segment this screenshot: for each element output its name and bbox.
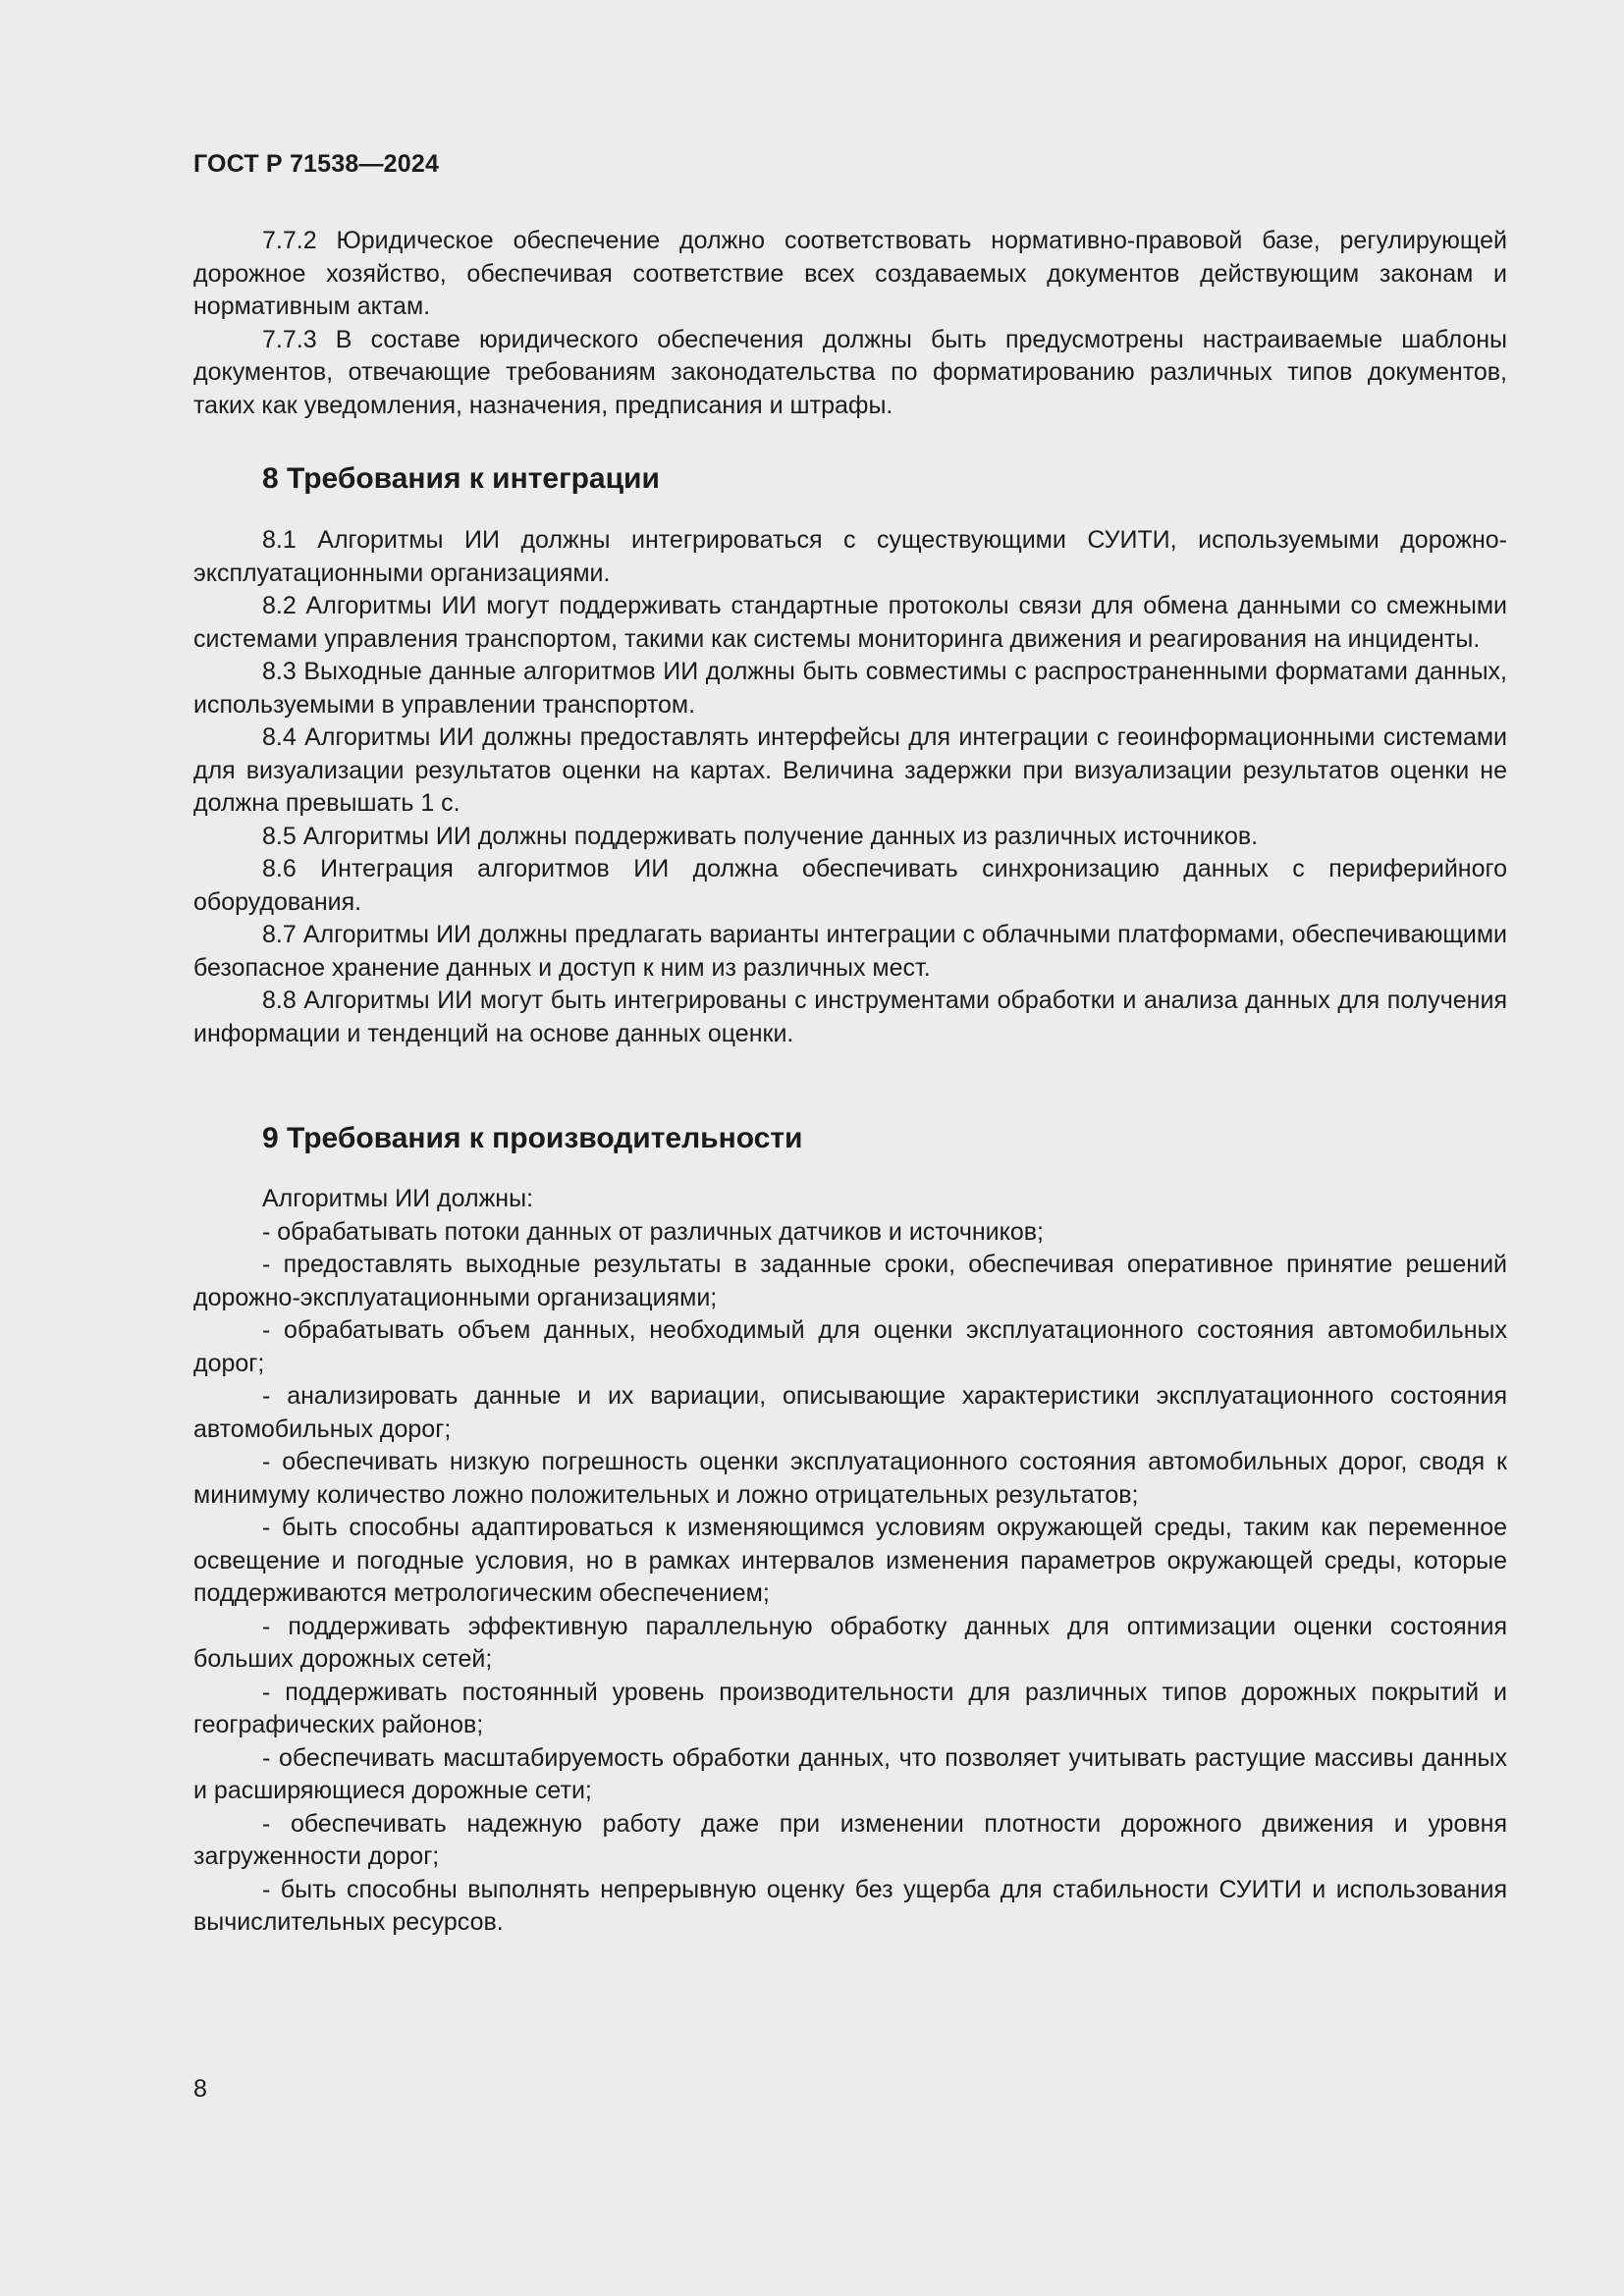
list-item: - обрабатывать потоки данных от различных датчиков и источников; xyxy=(262,1217,1044,1246)
list-item: - предоставлять выходные результаты в заданные сроки, обеспечивая оперативное принятие решений дорожно-эксплуатационными организациями; xyxy=(193,1251,1507,1311)
paragraph-8-3: 8.3 Выходные данные алгоритмов ИИ должны быть совместимы с распространенными форматами данных, используемыми в управлении транспортом. xyxy=(193,658,1507,719)
section-9-heading: 9 Требования к производительности xyxy=(262,1122,803,1154)
paragraph-8-2: 8.2 Алгоритмы ИИ могут поддерживать стандартные протоколы связи для обмена данными со смежными системами управления транспортом, такими как системы мониторинга движения и реагирования на инциденты. xyxy=(193,592,1507,653)
paragraph-7-7-3: 7.7.3 В составе юридического обеспечения должны быть предусмотрены настраиваемые шаблоны документов, отвечающие требованиям законодательства по форматированию различных типов документов, таких как уведомления, назначения, предписания и штрафы. xyxy=(193,325,1507,419)
section-9-text xyxy=(193,1183,1507,1940)
section-8-text xyxy=(193,524,1507,1050)
paragraph-8-5: 8.5 Алгоритмы ИИ должны поддерживать получение данных из различных источников. xyxy=(262,822,1259,850)
paragraph-8-8: 8.8 Алгоритмы ИИ могут быть интегрированы с инструментами обработки и анализа данных для получения информации и тенденций на основе данных оценки. xyxy=(193,987,1507,1047)
list-item: - обеспечивать надежную работу даже при изменении плотности дорожного движения и уровня загруженности дорог; xyxy=(193,1809,1507,1870)
list-item: - быть способны выполнять непрерывную оценку без ущерба для стабильности СУИТИ и использования вычислительных ресурсов. xyxy=(193,1875,1507,1936)
list-item: - поддерживать эффективную параллельную обработку данных для оптимизации оценки состояния больших дорожных сетей; xyxy=(193,1612,1507,1673)
paragraph-7-7-2: 7.7.2 Юридическое обеспечение должно соответствовать нормативно-правовой базе, регулирующей дорожное хозяйство, обеспечивая соответствие всех создаваемых документов действующим законам и нормативным актам. xyxy=(193,227,1507,320)
paragraph-8-6: 8.6 Интеграция алгоритмов ИИ должна обеспечивать синхронизацию данных с периферийного оборудования. xyxy=(193,855,1507,916)
document-code: ГОСТ Р 71538—2024 xyxy=(193,150,440,178)
section-7-text xyxy=(193,225,1507,422)
list-item: - анализировать данные и их вариации, описывающие характеристики эксплуатационного состояния автомобильных дорог; xyxy=(193,1382,1507,1443)
paragraph-8-1: 8.1 Алгоритмы ИИ должны интегрироваться с существующими СУИТИ, используемыми дорожно-эксплуатационными организациями. xyxy=(193,526,1507,587)
list-item: - быть способны адаптироваться к изменяющимся условиям окружающей среды, таким как переменное освещение и погодные условия, но в рамках интервалов изменения параметров окружающей среды, которые поддерживаются метрологическим обеспечением; xyxy=(193,1514,1507,1607)
paragraph-8-7: 8.7 Алгоритмы ИИ должны предлагать варианты интеграции с облачными платформами, обеспечивающими безопасное хранение данных и доступ к ним из различных мест. xyxy=(193,921,1507,982)
list-item: - обрабатывать объем данных, необходимый для оценки эксплуатационного состояния автомобильных дорог; xyxy=(193,1316,1507,1377)
section-9-intro: Алгоритмы ИИ должны: xyxy=(262,1185,534,1212)
paragraph-8-4: 8.4 Алгоритмы ИИ должны предоставлять интерфейсы для интеграции с геоинформационными системами для визуализации результатов оценки на картах. Величина задержки при визуализации результатов оценки не должна превышать 1 с. xyxy=(193,723,1507,817)
list-item: - обеспечивать масштабируемость обработки данных, что позволяет учитывать растущие массивы данных и расширяющиеся дорожные сети; xyxy=(193,1743,1507,1804)
section-8-heading: 8 Требования к интеграции xyxy=(262,462,660,495)
list-item: - поддерживать постоянный уровень производительности для различных типов дорожных покрытий и географических районов; xyxy=(193,1678,1507,1738)
page-number: 8 xyxy=(193,2075,207,2103)
list-item: - обеспечивать низкую погрешность оценки эксплуатационного состояния автомобильных дорог, сводя к минимуму количество ложно положительных и ложно отрицательных результатов; xyxy=(193,1448,1507,1509)
